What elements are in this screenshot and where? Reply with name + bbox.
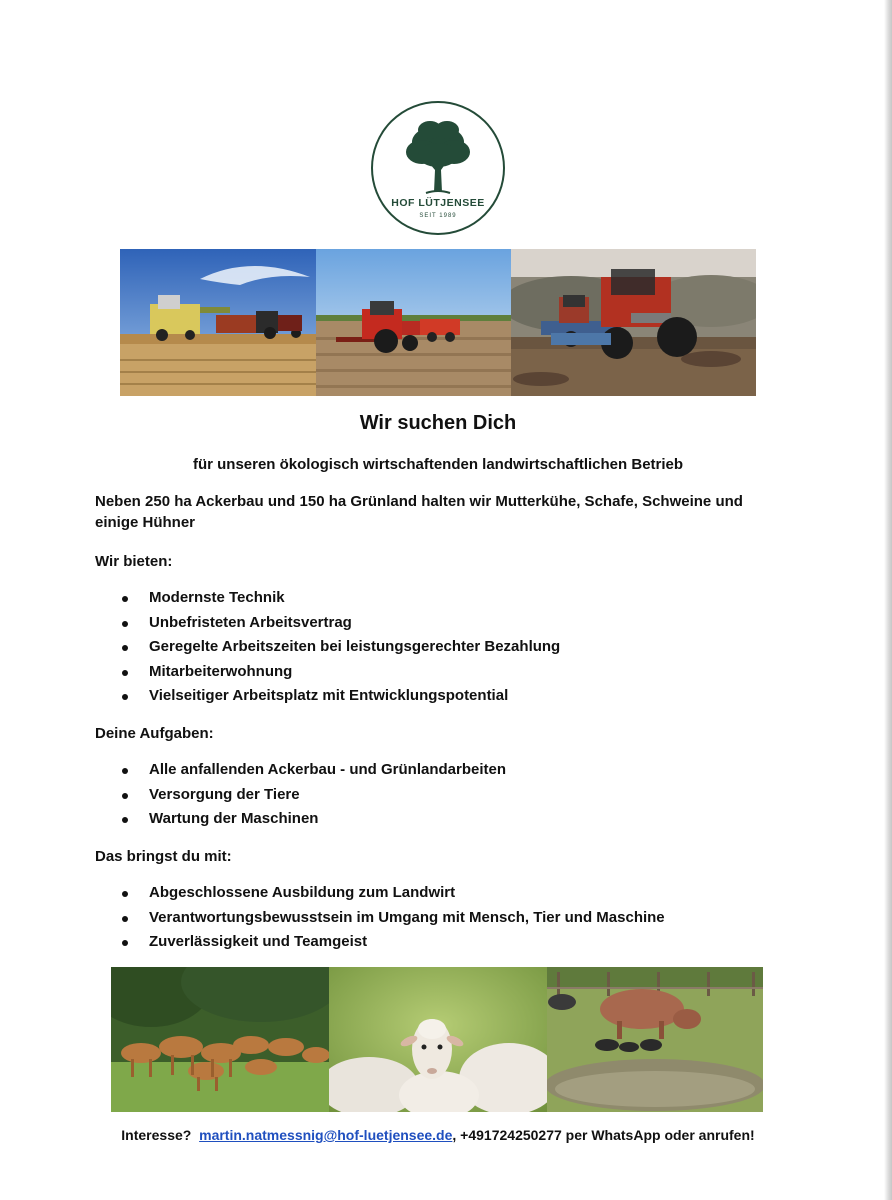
offer-list: [95, 586, 560, 709]
combine-harvester-photo: [120, 249, 316, 396]
list-item: Vielseitiger Arbeitsplatz mit Entwicklungspotential: [95, 684, 560, 709]
list-item: Abgeschlossene Ausbildung zum Landwirt: [95, 881, 665, 906]
tasks-section-title: Deine Aufgaben:: [95, 725, 214, 742]
list-item: Mitarbeiterwohnung: [95, 660, 560, 685]
logo-name: HOF LÜTJENSEE: [391, 197, 485, 209]
oak-tree-icon: [406, 121, 470, 193]
list-item: Verantwortungsbewusstsein im Umgang mit Mensch, Tier und Maschine: [95, 906, 665, 931]
list-item: Modernste Technik: [95, 586, 560, 611]
list-item: Geregelte Arbeitszeiten bei leistungsgerechter Bezahlung: [95, 635, 560, 660]
requirements-list: [95, 881, 665, 955]
contact-suffix: , +491724250277 per WhatsApp oder anrufen!: [452, 1127, 755, 1143]
sheep-photo: [329, 967, 547, 1112]
page-edge-shadow: [884, 0, 892, 1200]
list-item: Zuverlässigkeit und Teamgeist: [95, 930, 665, 955]
tasks-list: [95, 758, 506, 832]
list-item: Wartung der Maschinen: [95, 807, 506, 832]
farm-logo: [370, 100, 506, 236]
logo-since: SEIT 1989: [419, 213, 457, 219]
requirements-section-title: Das bringst du mit:: [95, 848, 232, 865]
contact-email-link[interactable]: martin.natmessnig@hof-luetjensee.de: [199, 1127, 453, 1143]
list-item: Alle anfallenden Ackerbau - und Grünlandarbeiten: [95, 758, 506, 783]
tractor-plough-photo: [511, 249, 756, 396]
page-title: Wir suchen Dich: [359, 412, 517, 434]
offer-section-title: Wir bieten:: [95, 553, 173, 570]
red-tractor-seeding-photo: [316, 249, 511, 396]
list-item: Versorgung der Tiere: [95, 783, 506, 808]
intro-paragraph: Neben 250 ha Ackerbau und 150 ha Grünland halten wir Mutterkühe, Schafe, Schweine und einige Hühner: [95, 493, 743, 531]
cattle-herd-photo: [111, 967, 329, 1112]
contact-prefix: Interesse?: [121, 1127, 192, 1143]
contact-line: [0, 1127, 876, 1143]
pigs-photo: [547, 967, 763, 1112]
list-item: Unbefristeten Arbeitsvertrag: [95, 611, 560, 636]
page-subtitle: für unseren ökologisch wirtschaftenden landwirtschaftlichen Betrieb: [192, 456, 684, 473]
